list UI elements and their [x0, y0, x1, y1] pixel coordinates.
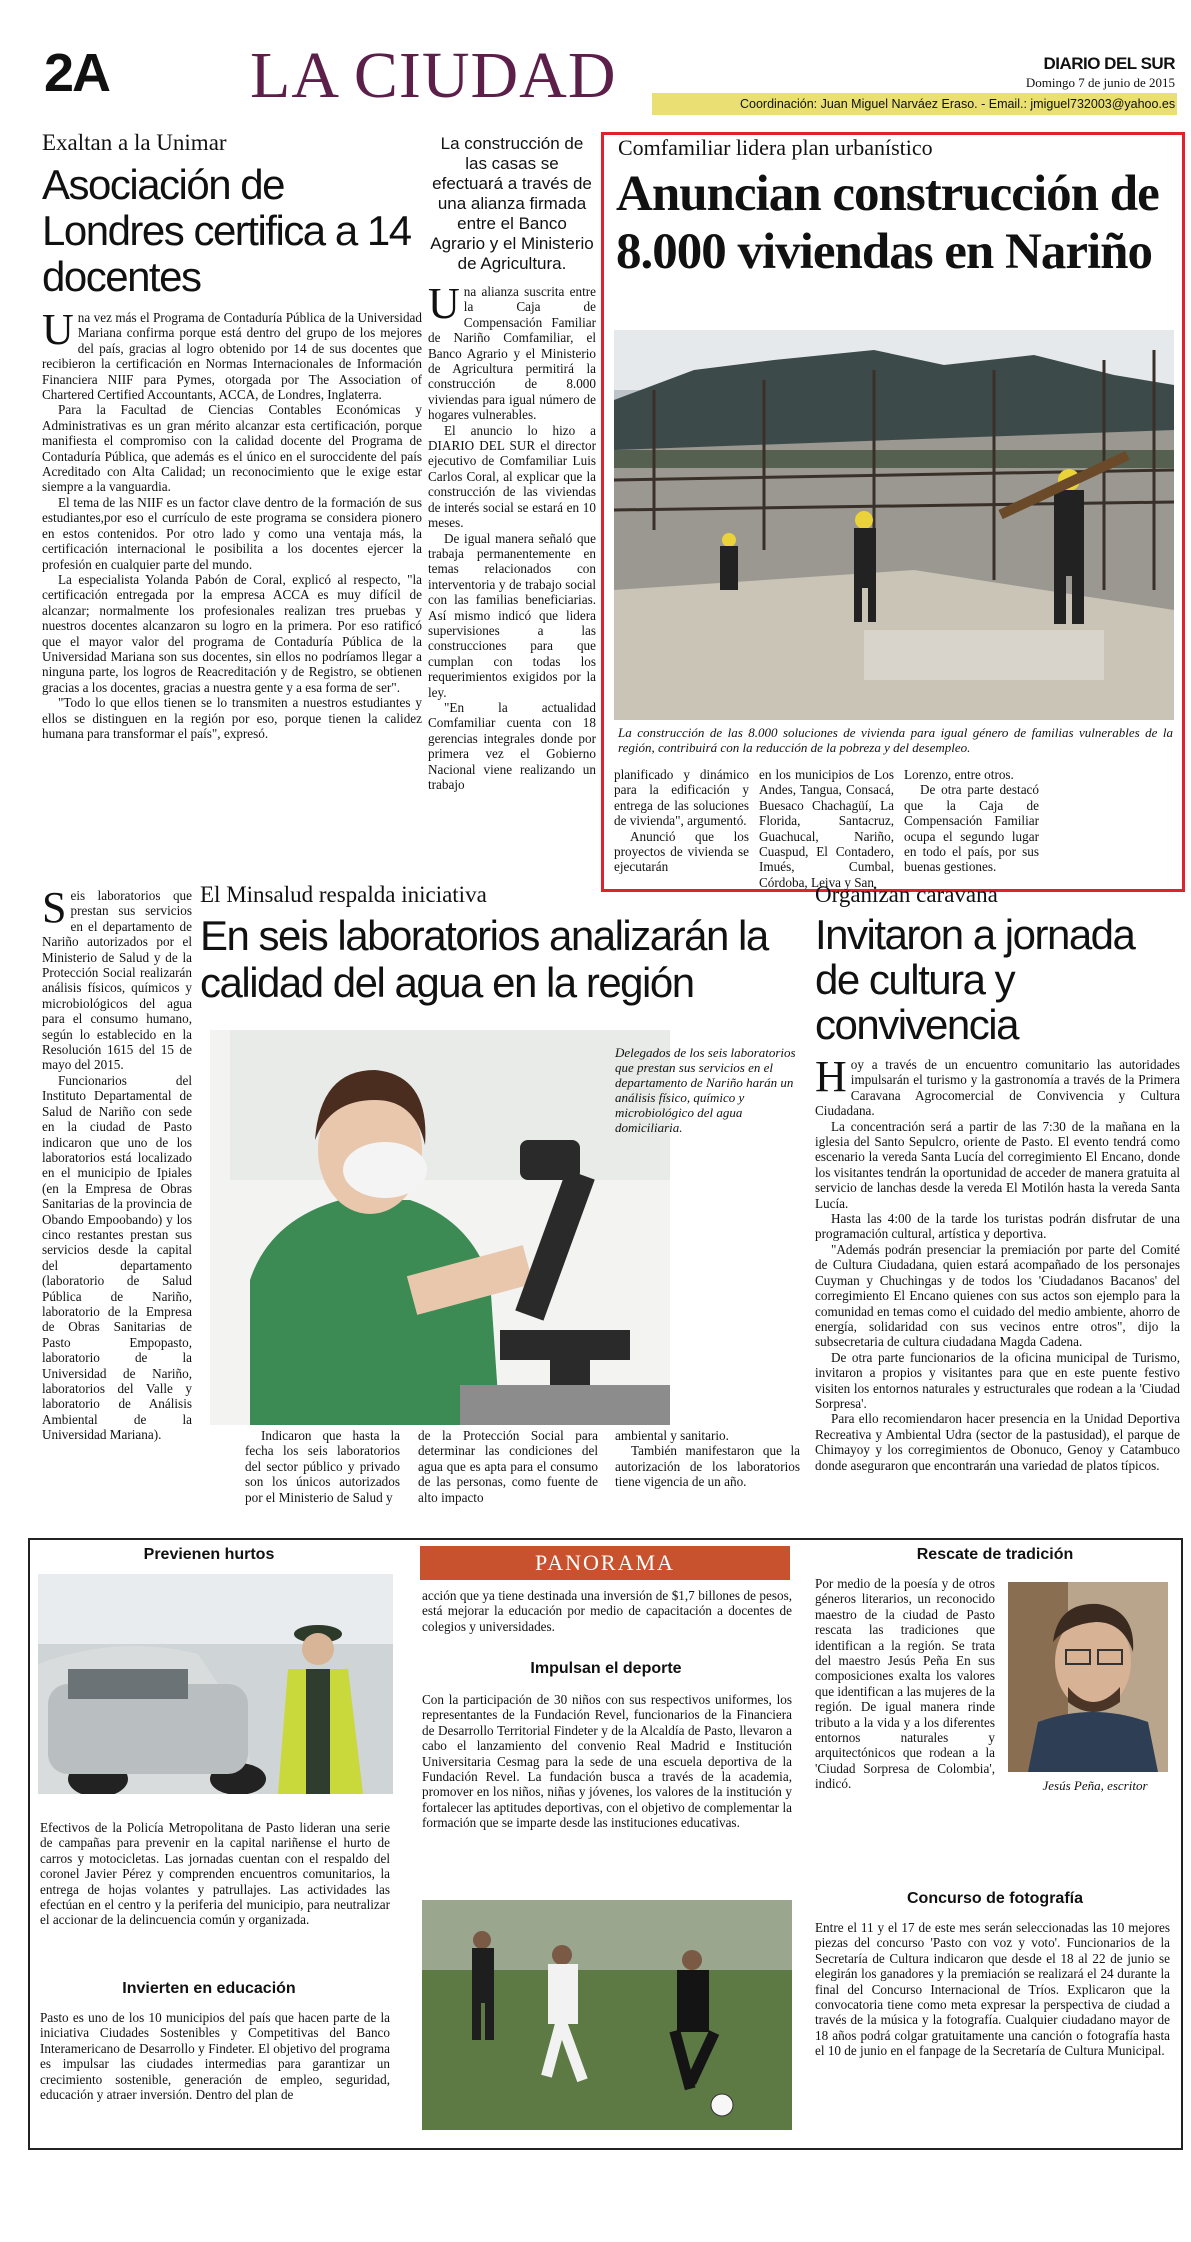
agua-side-column: [42, 883, 192, 1443]
featured-article-box: [601, 132, 1185, 892]
coordination-bar: Coordinación: Juan Miguel Narváez Eraso. - Email.: jmiguel732003@yahoo.es: [652, 93, 1177, 115]
article-headline: En seis laboratorios analizarán la calidad del agua en la región: [200, 912, 768, 1006]
laboratory-scene-image: [210, 1030, 670, 1425]
page-number: 2A: [44, 43, 110, 103]
construction-scene-image: [614, 330, 1174, 720]
viviendas-column-1: [428, 279, 596, 792]
section-title: LA CIUDAD: [250, 39, 617, 112]
article-body: [815, 1052, 1180, 1473]
article-headline: Asociación de Londres certifica a 14 docentes: [42, 161, 411, 300]
paper-name: DIARIO DEL SUR: [1043, 54, 1175, 73]
photo-caption: Jesús Peña, escritor: [1042, 1778, 1148, 1793]
article-headline: Anuncian construcción de 8.000 viviendas en Nariño: [616, 166, 1159, 280]
construction-photo: [614, 330, 1174, 720]
paragraph: Para ello recomiendaron hacer presencia en la Unidad Deportiva Recreativa y Ambiental Udra (sector de la pastusidad), el parque de Chimayoy y los corregimientos de Obonuco, Genoy y Catambuco donde aseguraron que encontrarán una variedad de platos típicos.: [815, 1411, 1180, 1473]
article-kicker: Comfamiliar lidera plan urbanístico: [618, 135, 933, 160]
paragraph: La concentración será a partir de las 7:30 de la mañana en la iglesia del Santo Sepulcro, oriente de Pasto. El evento tendrá como escenario la vereda Santa Lucía del corregimiento El Encano, donde los visitantes tendrán la oportunidad de acceder de manera gratuita al servicio de lanchas desde la vereda El Motilón hasta la vereda Santa Lucía.: [815, 1118, 1180, 1211]
article-unimar: [42, 130, 422, 741]
paragraph: Seis laboratorios que prestan sus servicios en el departamento de Nariño autorizados por el Ministerio de Salud y de la Protección Social realizarán análisis físicos, químicos y microbiológicos del agua para el consumo humano, según lo establecido en la Resolución 1615 del 15 de mayo del 2015.: [42, 883, 192, 1073]
brief-text: Con la participación de 30 niños con sus respectivos uniformes, los representantes de la Fundación Revel, funcionarios de la Financiera de Desarrollo Territorial Findeter y de la Alcaldía de Pasto, llevaron a cabo el lanzamiento del convenio Real Madrid e Institución Universitaria Cesmag para la sede de una escuela deportiva de la Fundación Revel. La fundación busca a través de la academia, promover en los niños, niñas y jóvenes, los valores de la institución y fortalecer las aptitudes deportivas, con el objetivo de complementar la formación que se imparte desde las instituciones educativas.: [422, 1692, 792, 1831]
edition-date: Domingo 7 de junio de 2015: [1025, 75, 1175, 90]
photo-caption: Delegados de los seis laboratorios que prestan sus servicios en el departamento de Nariño harán un análisis físico, químico y microbiológico del agua domiciliaria.: [615, 1045, 796, 1135]
brief-title: Rescate de tradición: [916, 1546, 1074, 1563]
paragraph: De igual manera señaló que trabaja permanentemente en temas relacionados con interventoria y de trabajo social con las familias beneficiarias. Así mismo indicó que lidera supervisiones a las construcciones para que cumplan con todas los requerimientos exigidos por la ley.: [428, 530, 596, 700]
paragraph: Hasta las 4:00 de la tarde los turistas podrán disfrutar de una programación cultural, artística y deportiva.: [815, 1211, 1180, 1242]
brief-text: acción que ya tiene destinada una inversión de $1,7 billones de pesos, está mejorar la educación por medio de capacitación a docentes de colegios y universidades.: [422, 1588, 792, 1634]
brief-title: Invierten en educación: [122, 1980, 296, 1997]
paragraph: También manifestaron que la autorización de los laboratorios tiene vigencia de un año.: [615, 1443, 800, 1490]
paragraph: El tema de las NIIF es un factor clave dentro de la formación de sus estudiantes,por eso el currículo de este programa se considera pionero en estos contenidos. Por otro lado y como una ventaja más, la certificación internacional le posibilita a los docentes ejercer la profesión en cualquier parte del mundo.: [42, 494, 422, 572]
article-body: [42, 305, 422, 741]
article-kicker: Exaltan a la Unimar: [42, 130, 227, 155]
paragraph: ambiental y sanitario.: [615, 1428, 729, 1443]
paragraph: Funcionarios del Instituto Departamental de Salud de Nariño con sede en la ciudad de Pasto indicaron que uno de los laboratorios está localizado en el municipio de Ipiales (en la Empresa de Obras Sanitarias de la provincia de Obando Empoobando) y los cinco restantes prestan sus servicios desde la capital del departamento (laboratorio de Salud Pública de Nariño, laboratorio de la Empresa de Obras Sanitarias de Pasto Empopasto, laboratorio de la Universidad de Nariño, laboratorios del Valle y laboratorio de Análisis Ambiental de la Universidad Mariana).: [42, 1072, 192, 1443]
viviendas-intro: La construcción de las casas se efectuará a través de una alianza firmada entre el Banco Agrario y el Ministerio de Agricultura.: [430, 134, 594, 273]
soccer-scene-image: [422, 1900, 792, 2130]
paragraph: Una vez más el Programa de Contaduría Pública de la Universidad Mariana confirma porque está dentro del grupo de los mejores del país, gracias al logro obtenido por 14 de sus docentes que recibieron la certificación en Normas Internacionales de Información Financiera NIIF para Pymes, otorgada por The Association of Chartered Certified Accountants, ACCA, de Londres, Inglaterra.: [42, 305, 422, 403]
panorama-section: [28, 1538, 1183, 2150]
paragraph: Hoy a través de un encuentro comunitario las autoridades impulsarán el turismo y la gastronomía a través de la Primera Caravana Agrocomercial de Convivencia y Cultura Ciudadana.: [815, 1052, 1180, 1119]
paragraph: "Todo lo que ellos tienen se lo transmiten a nuestros estudiantes y ellos se distinguen en la región por eso, porque tienen la calidez humana para transformar el país", expresó.: [42, 695, 422, 741]
brief-title: Previenen hurtos: [143, 1546, 275, 1563]
laboratory-photo: [210, 1030, 670, 1425]
article-headline: Invitaron a jornada de cultura y convivencia: [815, 911, 1135, 1048]
paragraph: Indicaron que hasta la fecha los seis laboratorios del sector público y privado son los únicos autorizados por el Ministerio de Salud y: [245, 1428, 400, 1505]
article-kicker: El Minsalud respalda iniciativa: [200, 882, 487, 907]
article-kicker: Organizan caravana: [815, 882, 998, 907]
brief-text: Entre el 11 y el 17 de este mes serán seleccionadas las 10 mejores piezas del concurso 'Pasto con voz y voto'. Funcionarios de la Secretaría de Cultura indicaron que desde el 18 al 22 de junio se elegirán los ganadores y la premiación se realizará el 24 durante la final del Concurso Internacional de Tríos. Explicaron que la convocatoria tiene como meta expresar la perspectiva de ciudad a través de la música y la fotografía. Cualquier ciudadano mayor de 18 años podrá colgar gratuitamente una canción o fotografía hasta el 10 de junio en el fanpage de la Secretaría de Cultura Municipal.: [815, 1920, 1170, 2059]
writer-portrait-image: [1008, 1582, 1168, 1772]
agua-bottom-column-1: [245, 1428, 400, 1505]
paragraph: La especialista Yolanda Pabón de Coral, explicó al respecto, "la certificación entregada por la empresa ACCA es muy difícil de alcanzar; normalmente los profesionales realizan tres pruebas y nuestros docentes alcanzaron su logro en la primera. Por eso ratificó que el mayor valor del programa de Contaduría Pública de la Universidad Mariana son sus docentes, sin ellos no podríamos llegar a ninguna parte, los logros de Reacreditación y de Registro, se obtienen gracias a los docentes, gracias a nuestra gente y a esa forma de ser".: [42, 571, 422, 695]
police-photo: [38, 1574, 393, 1794]
panorama-title: PANORAMA: [420, 1546, 790, 1580]
agua-bottom-column-2: [418, 1428, 598, 1505]
paragraph: De otra parte funcionarios de la oficina municipal de Turismo, invitaron a propios y visitantes para que en este puente festivo visiten los entornos naturales y estructurales que rodean a la 'Ciudad Sorpresa'.: [815, 1349, 1180, 1411]
paragraph: de la Protección Social para determinar las condiciones del agua que es apta para el consumo de las personas, como fuente de alto impacto: [418, 1428, 598, 1505]
paragraph: "En la actualidad Comfamiliar cuenta con 18 gerencias integrales donde por primera vez el Gobierno Nacional viene realizando un trabajo: [428, 699, 596, 792]
police-scene-image: [38, 1574, 393, 1794]
brief-text: Pasto es uno de los 10 municipios del país que hacen parte de la iniciativa Ciudades Sostenibles y Competitivas del Banco Interamericano de Desarrollo y Findeter. El objetivo del programa es impulsar las ciudades intermedias para garantizar un crecimiento sostenible, generación de empleo, seguridad, educación y atraer inversión. Dentro del plan de: [40, 2010, 390, 2103]
paragraph: planificado y dinámico para la edificación y entrega de las soluciones de vivienda", argumentó.: [614, 767, 749, 829]
agua-bottom-column-3: [615, 1428, 800, 1490]
brief-text: Efectivos de la Policía Metropolitana de Pasto lideran una serie de campañas para prevenir en la capital nariñense el hurto de carros y motocicletas. Las jornadas cuentan con el respaldo del coronel Javier Pérez y comprenden encuentros comunitarios, la entrega de hojas volantes y patrullajes. Las actividades las efectúan en el centro y la periferia del municipio, para neutralizar el accionar de la delincuencia común y organizada.: [40, 1820, 390, 1928]
article-caravana: [815, 882, 1180, 1473]
paragraph: Una alianza suscrita entre la Caja de Compensación Familiar de Nariño Comfamiliar, el Banco Agrario y el Ministerio de Agricultura permitirá la construcción de 8.000 viviendas para igual número de hogares vulnerables.: [428, 279, 596, 423]
paragraph: De otra parte destacó que la Caja de Compensación Familiar ocupa el segundo lugar en todo el país, por sus buenas gestiones.: [904, 782, 1039, 875]
brief-title: Concurso de fotografía: [906, 1890, 1083, 1907]
paragraph: Anunció que los proyectos de vivienda se ejecutarán: [614, 828, 749, 875]
paragraph: Lorenzo, entre otros.: [904, 767, 1014, 782]
article-agua: [200, 882, 800, 1006]
paragraph: Para la Facultad de Ciencias Contables Económicas y Administrativas es un gran mérito alcanzar esta certificación, porque manifiesta el compromiso con la calidad docente del Programa de Contaduría Pública, que además es el único en el suroccidente del país Acreditado con Alta Calidad; un reconocimiento que le exige estar siempre a la vanguardia.: [42, 402, 422, 495]
masthead: [0, 0, 1191, 125]
writer-portrait: [1008, 1582, 1168, 1772]
viviendas-column-4: [904, 767, 1039, 875]
soccer-photo: [422, 1900, 792, 2130]
brief-title: Impulsan el deporte: [530, 1660, 682, 1677]
paragraph: "Además podrán presenciar la premiación por parte del Comité de Cultura Ciudadana, quien estará acompañado de los personajes Cuyman y Chuchingas y de todos los 'Ciudadanos Bacanos' del corregimiento El Encano quienes con sus actos son ejemplo para la comunidad en temas como el cuidado del medio ambiente, ahorro de energía, solidaridad con sus vecinos entre otros", dijo la subsecretaria de cultura ciudadana Magda Cadena.: [815, 1241, 1180, 1350]
photo-caption: La construcción de las 8.000 soluciones de vivienda para igual género de familias vulnerables de la región, contribuirá con la reducción de la pobreza y del desempleo.: [618, 725, 1173, 755]
viviendas-column-3: [759, 767, 894, 890]
viviendas-column-2: [614, 767, 749, 875]
brief-text: Por medio de la poesía y de otros géneros literarios, un reconocido maestro de la ciudad de Pasto rescata las tradiciones que identifican a la región. Se trata del maestro Jesús Peña En sus composiciones exalta los valores que identifican a las mujeres de la región. De igual manera rinde tributo a la vida y a los diferentes entornos naturales y arquitectónicos que rodean a la 'Ciudad Sorpresa de Colombia', indicó.: [815, 1576, 995, 1792]
paragraph: en los municipios de Los Andes, Tangua, Consacá, Buesaco Chachagüí, La Florida, Santacruz, Guachucal, Nariño, Cuaspud, El Contadero, Imués, Cumbal, Córdoba, Leiva y San: [759, 767, 894, 890]
paragraph: El anuncio lo hizo a DIARIO DEL SUR el director ejecutivo de Comfamiliar Luis Carlos Coral, al explicar que la construcción de las viviendas de interés social se estará en 10 meses.: [428, 422, 596, 531]
